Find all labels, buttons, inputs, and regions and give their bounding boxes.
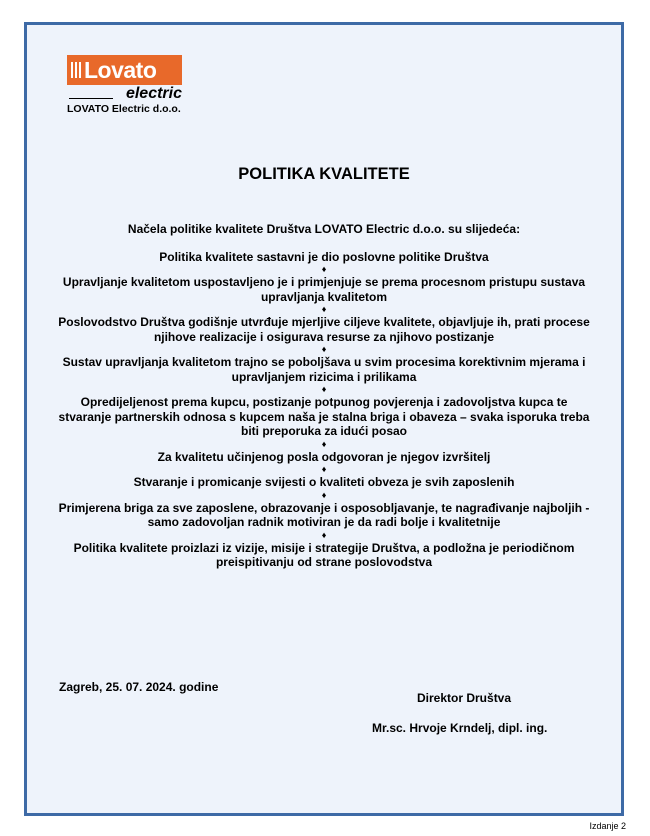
diamond-separator-icon: ♦	[321, 384, 327, 394]
principle-item: Politika kvalitete sastavni je dio poslovne politike Društva	[159, 249, 489, 264]
logo-underline	[69, 98, 113, 99]
diamond-separator-icon: ♦	[321, 264, 327, 274]
edition-label: Izdanje 2	[589, 821, 626, 831]
logo-subtitle: electric	[125, 85, 182, 102]
principle-item: Primjerena briga za sve zaposlene, obrazovanje i osposobljavanje, te nagrađivanje najboljih - samo zadovoljan radnik motiviran je da radi bolje i kvalitetnije	[58, 500, 590, 529]
document-frame	[24, 22, 624, 816]
diamond-separator-icon: ♦	[321, 489, 327, 500]
logo-badge	[67, 55, 182, 85]
diamond-separator-icon: ♦	[321, 464, 327, 474]
principle-item: Poslovodstvo Društva godišnje utvrđuje mjerljive ciljeve kvalitete, objavljuje ih, prati procese njihove realizacije i osigurava resurse za njihovo postizanje	[58, 315, 590, 344]
place-and-date: Zagreb, 25. 07. 2024. godine	[59, 680, 219, 694]
principle-item: Politika kvalitete proizlazi iz vizije, misije i strategije Društva, a podložna je periodičnom preispitivanju od strane poslovodstva	[73, 540, 575, 569]
principle-item: Opredijeljenost prema kupcu, postizanje potpunog povjerenja i zadovoljstva kupca te stvaranje partnerskih odnosa s kupcem naša je stalna briga i obaveza – svaka isporuka treba biti preporuka za idući posao	[58, 395, 590, 438]
lovato-logo	[67, 55, 182, 102]
principle-item: Za kvalitetu učinjenog posla odgovoran je njegov izvršitelj	[157, 449, 491, 464]
logo-bars-icon	[71, 62, 81, 78]
principle-item: Stvaranje i promicanje svijesti o kvaliteti obveza je svih zaposlenih	[133, 475, 515, 489]
director-name: Mr.sc. Hrvoje Krndelj, dipl. ing.	[372, 721, 548, 735]
principles-list	[57, 222, 591, 570]
logo-word: Lovato	[84, 56, 157, 83]
diamond-separator-icon: ♦	[321, 529, 327, 540]
document-title: POLITIKA KVALITETE	[238, 165, 410, 183]
principle-item: Sustav upravljanja kvalitetom trajno se poboljšava u svim procesima korektivnim mjerama i upravljanjem rizicima i prilikama	[62, 355, 586, 384]
principle-item: Upravljanje kvalitetom uspostavljeno je i primjenjuje se prema procesnom pristupu sustava upravljanja kvalitetom	[62, 275, 586, 304]
company-name: LOVATO Electric d.o.o.	[67, 103, 181, 115]
director-title: Direktor Društva	[417, 691, 512, 705]
diamond-separator-icon: ♦	[321, 304, 327, 314]
principles-intro: Načela politike kvalitete Društva LOVATO Electric d.o.o. su slijedeća:	[127, 222, 521, 236]
diamond-separator-icon: ♦	[321, 438, 327, 449]
diamond-separator-icon: ♦	[321, 344, 327, 354]
